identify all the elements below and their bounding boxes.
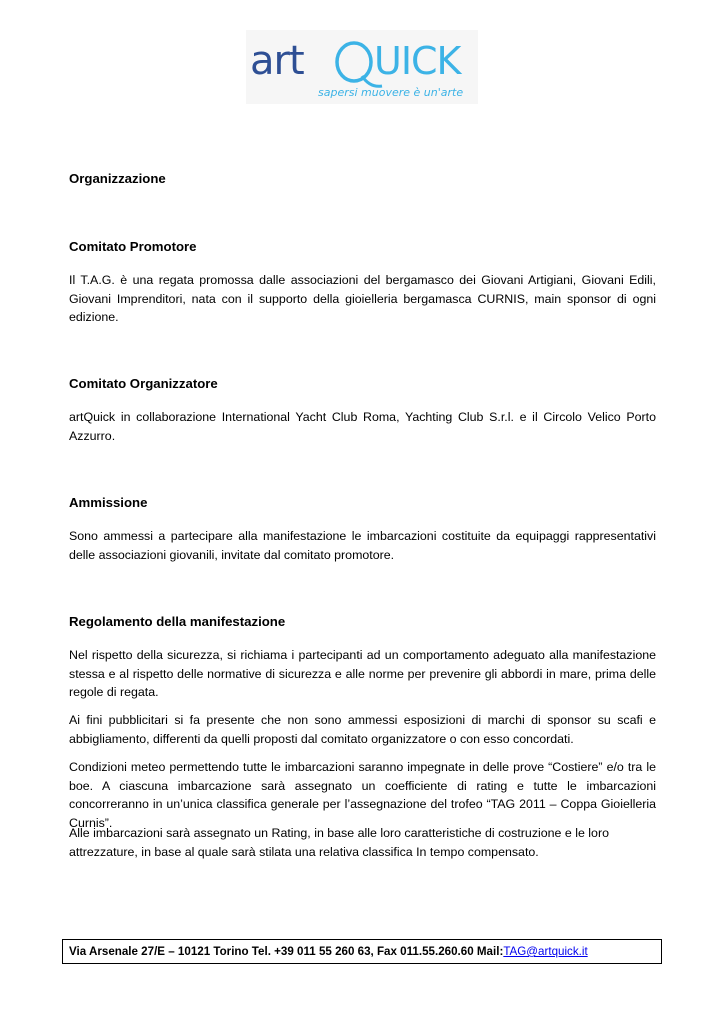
heading-comitato-promotore: Comitato Promotore [69,239,197,254]
artquick-logo [246,30,478,104]
logo-quick-text: UICK [374,39,461,83]
paragraph-regolamento-pubblicita: Ai fini pubblicitari si fa presente che non sono ammessi esposizioni di marchi di sponsor su scafi e abbigliamento, differenti da quelli proposti dal comitato organizzatore o con esso concordati. [69,713,656,746]
footer-email-link[interactable]: TAG@artquick.it [503,945,588,958]
artquick-logo-graphic [246,30,478,104]
logo-art-text: art [250,38,304,84]
heading-comitato-organizzatore: Comitato Organizzatore [69,376,218,391]
heading-regolamento: Regolamento della manifestazione [69,614,286,629]
paragraph-regolamento-sicurezza: Nel rispetto della sicurezza, si richiama i partecipanti ad un comportamento adeguato alla manifestazione stessa e al rispetto delle normative di sicurezza e alle norme per prevenire gli abbordi in mare, prima delle regole di regata. [69,648,656,700]
footer-address: Via Arsenale 27/E – 10121 Torino Tel. +39 011 55 260 63, Fax 011.55.260.60 Mail: [69,945,504,958]
paragraph-comitato-promotore: Il T.A.G. è una regata promossa dalle associazioni del bergamasco dei Giovani Artigiani, Giovani Edili, Giovani Imprenditori, nata con il supporto della gioielleria bergamasca CURNIS, main sponsor di ogni edizione. [69,273,656,325]
paragraph-regolamento-rating: Alle imbarcazioni sarà assegnato un Rating, in base alle loro caratteristiche di costruzione e le loro attrezzature, in base al quale sarà stilata una relativa classifica In tempo compensato. [69,826,609,859]
heading-organizzazione: Organizzazione [69,171,166,186]
paragraph-comitato-organizzatore: artQuick in collaborazione International Yacht Club Roma, Yachting Club S.r.l. e il Circolo Velico Porto Azzurro. [69,410,656,443]
footer-contact-box [62,939,662,964]
logo-tagline: sapersi muovere è un'arte [318,86,464,99]
heading-ammissione: Ammissione [69,495,148,510]
paragraph-regolamento-meteo: Condizioni meteo permettendo tutte le imbarcazioni saranno impegnate in delle prove “Costiere” e/o tra le boe. A ciascuna imbarcazione sarà assegnato un coefficiente di rating e tutte le imbarcazioni concorreranno in un’unica classifica generale per l’assegnazione del trofeo “TAG 2011 – Coppa Gioielleria Curnis”. [69,760,656,830]
logo-q-ring [337,43,371,81]
paragraph-ammissione: Sono ammessi a partecipare alla manifestazione le imbarcazioni costituite da equipaggi rappresentativi delle associazioni giovanili, invitate dal comitato promotore. [69,529,656,562]
